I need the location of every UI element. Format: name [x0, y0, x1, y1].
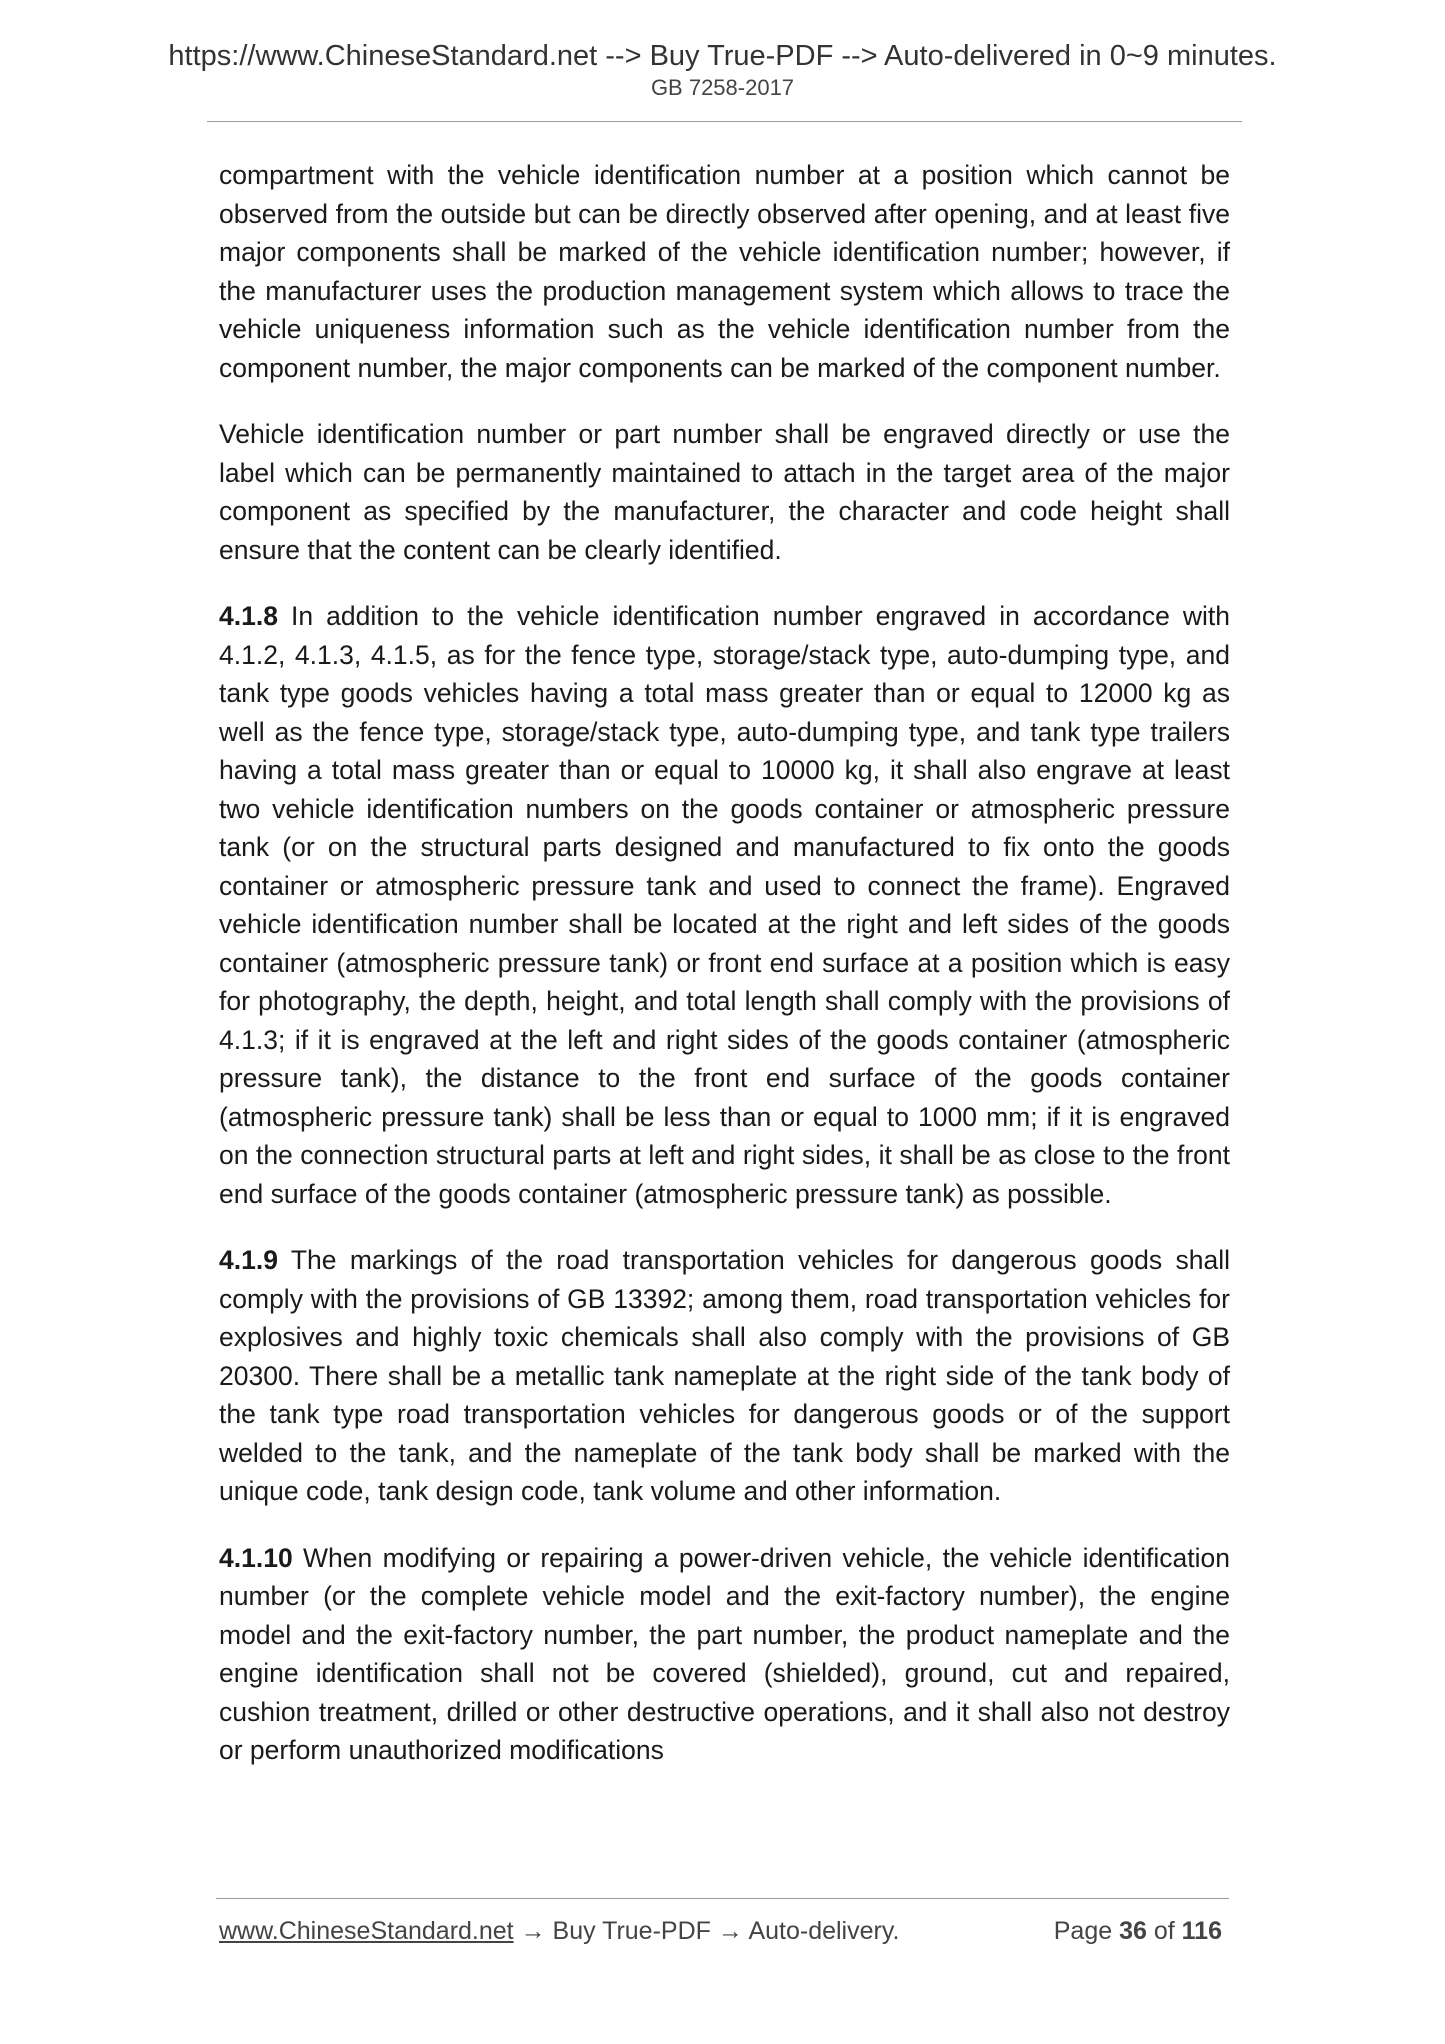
clause-4-1-10: [219, 1539, 1230, 1770]
clause-4-1-8: [219, 597, 1230, 1213]
arrow-right-icon: →: [520, 1917, 546, 1945]
paragraph-continuation: compartment with the vehicle identification number at a position which cannot be observed from the outside but can be directly observed after opening, and at least five major components shall be marked of the vehicle identification number; however, if the manufacturer uses the production management system which allows to trace the vehicle uniqueness information such as the vehicle identification number from the component number, the major components can be marked of the component number.: [219, 160, 1230, 383]
arrow-right-icon: →: [717, 1917, 743, 1945]
page-body: [219, 156, 1230, 1798]
footer-divider: [216, 1898, 1229, 1899]
clause-4-1-9: [219, 1241, 1230, 1511]
clause-number: 4.1.8: [219, 601, 278, 631]
page-label: Page: [1053, 1917, 1113, 1945]
delivery-text: Auto-delivery.: [748, 1917, 900, 1945]
of-label: of: [1153, 1917, 1175, 1945]
page-indicator: [1054, 1917, 1222, 1946]
footer-promo: [219, 1917, 899, 1946]
clause-text: The markings of the road transportation vehicles for dangerous goods shall comply with the provisions of GB 13392; among them, road transportation vehicles for explosives and highly toxic chemicals shall also comply with the provisions of GB 20300. There shall be a metallic tank nameplate at the right side of the tank body of the tank type road transportation vehicles for dangerous goods or of the support welded to the tank, and the nameplate of the tank body shall be marked with the unique code, tank design code, tank volume and other information.: [219, 1245, 1231, 1506]
clause-number: 4.1.10: [219, 1542, 293, 1573]
standard-code: GB 7258-2017: [650, 75, 795, 100]
paragraph-vin-engraving: Vehicle identification number or part number shall be engraved directly or use the label which can be permanently maintained to attach in the target area of the major component as specified by the manufacturer, the character and code height shall ensure that the content can be clearly identified.: [219, 419, 1230, 565]
clause-text: In addition to the vehicle identification number engraved in accordance with 4.1.2, 4.1.3, 4.1.5, as for the fence type, storage/stack type, auto-dumping type, and tank type goods vehicles having a total mass greater than or equal to 12000 kg as well as the fence type, storage/stack type, auto-dumping type, and tank type trailers having a total mass greater than or equal to 10000 kg, it shall also engrave at least two vehicle identification numbers on the goods container or atmospheric pressure tank (or on the structural parts designed and manufactured to fix onto the goods container or atmospheric pressure tank and used to connect the frame). Engraved vehicle identification number shall be located at the right and left sides of the goods container (atmospheric pressure tank) or front end surface at a position which is easy for photography, the depth, height, and total length shall comply with the provisions of 4.1.3; if it is engraved at the left and right sides of the goods container (atmospheric pressure tank), the distance to the front end surface of the goods container (atmospheric pressure tank) shall be less than or equal to 1000 mm; if it is engraved on the connection structural parts at left and right sides, it shall be as close to the front end surface of the goods container (atmospheric pressure tank) as possible.: [219, 601, 1230, 1209]
site-link[interactable]: www.ChineseStandard.net: [219, 1917, 514, 1945]
buy-text: Buy True-PDF: [552, 1917, 711, 1945]
page-footer: [219, 1917, 1230, 1951]
clause-number: 4.1.9: [219, 1245, 278, 1275]
clause-text: When modifying or repairing a power-driven vehicle, the vehicle identification number (or the complete vehicle model and the exit-factory number), the engine model and the exit-factory number, the part number, the product nameplate and the engine identification shall not be covered (shielded), ground, cut and repaired, cushion treatment, drilled or other destructive operations, and it shall also not destroy or perform unauthorized modifications: [219, 1542, 1230, 1765]
total-pages: 116: [1181, 1917, 1222, 1945]
header-banner: https://www.ChineseStandard.net --> Buy True-PDF --> Auto-delivered in 0~9 minutes.: [168, 40, 1277, 72]
page-number: 36: [1119, 1917, 1147, 1945]
header-divider: [207, 121, 1242, 122]
